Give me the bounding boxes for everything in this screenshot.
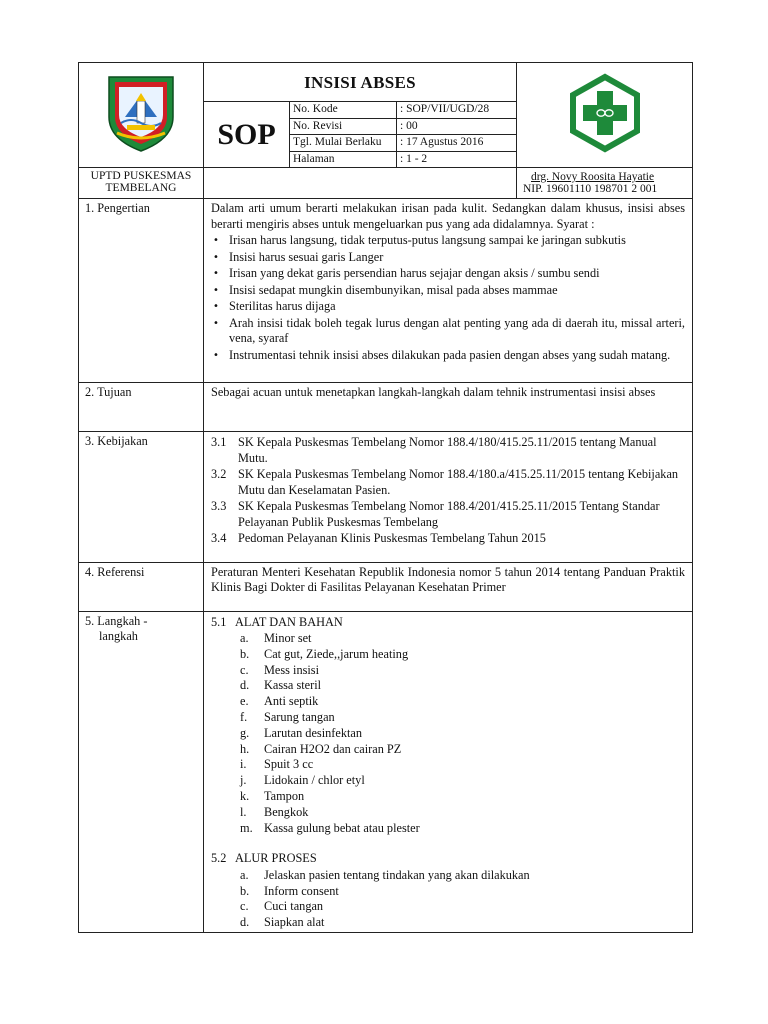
unit-line-2: TEMBELANG xyxy=(105,182,177,194)
alur-proses-list xyxy=(211,868,685,931)
list-text: Cat gut, Ziede,,jarum heating xyxy=(264,646,409,661)
list-letter: h. xyxy=(240,741,250,756)
meta-label: Tgl. Mulai Berlaku xyxy=(290,135,397,152)
step-heading-alur-proses xyxy=(211,851,685,867)
step-heading-alat-bahan xyxy=(211,615,685,631)
list-letter: m. xyxy=(240,820,253,835)
unit-line-1: UPTD PUSKESMAS xyxy=(90,170,192,182)
regional-emblem-icon xyxy=(103,73,179,153)
list-letter: c. xyxy=(240,899,249,914)
list-letter: c. xyxy=(240,662,249,677)
sop-label: SOP xyxy=(204,102,290,168)
list-letter: e. xyxy=(240,694,249,709)
kebijakan-list xyxy=(211,435,685,547)
list-item: • Arah insisi tidak boleh tegak lurus dengan alat penting yang ada di daerah itu, missal arteri, vena, syaraf xyxy=(211,316,685,347)
list-text: Pedoman Pelayanan Klinis Puskesmas Tembelang Tahun 2015 xyxy=(238,531,546,545)
list-letter: d. xyxy=(240,915,250,930)
list-letter: d. xyxy=(240,678,250,693)
meta-label: No. Revisi xyxy=(290,118,397,135)
langkah-label-line-2: langkah xyxy=(99,629,138,643)
list-item xyxy=(211,663,685,679)
section-label-pengertian: 1. Pengertian xyxy=(79,199,204,383)
list-letter: g. xyxy=(240,725,250,740)
spacer xyxy=(211,836,685,850)
list-text: Lidokain / chlor etyl xyxy=(264,773,365,788)
list-text: Larutan desinfektan xyxy=(264,725,362,740)
list-item xyxy=(211,467,685,498)
section-label-kebijakan: 3. Kebijakan xyxy=(79,432,204,563)
list-letter: a. xyxy=(240,631,249,645)
list-text: Siapkan alat xyxy=(264,915,325,930)
list-text: Minor set xyxy=(264,631,312,645)
langkah-label-line-1: 5. Langkah - xyxy=(85,613,148,628)
list-text: Jelaskan pasien tentang tindakan yang akan dilakukan xyxy=(264,867,530,882)
section-content-referensi: Peraturan Menteri Kesehatan Republik Indonesia nomor 5 tahun 2014 tentang Panduan Praktik Klinis Bagi Dokter di Fasilitas Pelayanan Kesehatan Primer xyxy=(204,562,693,611)
list-item: • Sterilitas harus dijaga xyxy=(211,299,685,315)
list-item xyxy=(211,499,685,530)
list-text: Bengkok xyxy=(264,804,309,819)
list-text: SK Kepala Puskesmas Tembelang Nomor 188.4/180/415.25.11/2015 tentang Manual Mutu. xyxy=(238,435,657,465)
list-item: • Irisan yang dekat garis persendian harus sejajar dengan aksis / sumbu sendi xyxy=(211,266,685,282)
pengertian-intro: Dalam arti umum berarti melakukan irisan pada kulit. Sedangkan dalam khusus, insisi abses berarti mengiris abses untuk mengeluarkan pus yang ada didalamnya. Syarat : xyxy=(211,201,685,231)
list-text: Inform consent xyxy=(264,883,339,898)
meta-value: : SOP/VII/UGD/28 xyxy=(397,102,517,118)
list-letter: f. xyxy=(240,709,248,724)
list-item xyxy=(211,742,685,758)
list-number: 3.1 xyxy=(211,435,227,449)
list-text: SK Kepala Puskesmas Tembelang Nomor 188.4/201/415.25.11/2015 Tentang Standar Pelayanan Publik Puskesmas Tembelang xyxy=(238,499,660,529)
list-item: • Insisi harus sesuai garis Langer xyxy=(211,250,685,266)
section-label-langkah xyxy=(79,611,204,933)
list-item xyxy=(211,899,685,915)
left-logo-cell xyxy=(79,63,204,168)
signature-space xyxy=(204,168,517,199)
list-item xyxy=(211,789,685,805)
section-label-referensi: 4. Referensi xyxy=(79,562,204,611)
list-item xyxy=(211,868,685,884)
meta-value: : 17 Agustus 2016 xyxy=(397,135,517,152)
signer-name: drg. Novy Roosita Hayatie xyxy=(531,171,655,183)
list-item xyxy=(211,694,685,710)
meta-table xyxy=(290,102,516,167)
signer-block xyxy=(517,168,693,199)
list-number: 3.3 xyxy=(211,499,227,513)
section-content-pengertian xyxy=(204,199,693,383)
section-content-langkah xyxy=(204,611,693,933)
step-number: 5.1 xyxy=(211,614,227,629)
alat-bahan-list xyxy=(211,631,685,836)
list-letter: l. xyxy=(240,804,247,819)
list-item: • Insisi sedapat mungkin disembunyikan, misal pada abses mammae xyxy=(211,283,685,299)
sop-document-table xyxy=(78,62,693,933)
list-item xyxy=(211,647,685,663)
list-item xyxy=(211,821,685,837)
meta-value: : 00 xyxy=(397,118,517,135)
list-item: • Instrumentasi tehnik insisi abses dilakukan pada pasien dengan abses yang sudah matang. xyxy=(211,348,685,364)
section-content-kebijakan xyxy=(204,432,693,563)
section-content-tujuan: Sebagai acuan untuk menetapkan langkah-langkah dalam tehnik instrumentasi insisi abses xyxy=(204,383,693,432)
list-letter: i. xyxy=(240,757,247,772)
list-item xyxy=(211,884,685,900)
puskesmas-cross-logo-icon xyxy=(565,73,645,153)
list-number: 3.4 xyxy=(211,531,227,545)
list-item xyxy=(211,435,685,466)
list-letter: k. xyxy=(240,788,250,803)
meta-label: No. Kode xyxy=(290,102,397,118)
step-number: 5.2 xyxy=(211,851,227,866)
list-text: Sarung tangan xyxy=(264,709,335,724)
section-label-tujuan: 2. Tujuan xyxy=(79,383,204,432)
list-text: Tampon xyxy=(264,788,305,803)
list-letter: b. xyxy=(240,646,250,661)
list-letter: b. xyxy=(240,883,250,898)
list-letter: j. xyxy=(240,773,247,788)
list-item xyxy=(211,773,685,789)
list-item xyxy=(211,531,685,547)
list-item xyxy=(211,710,685,726)
list-text: Cuci tangan xyxy=(264,899,324,914)
list-text: Spuit 3 cc xyxy=(264,757,314,772)
pengertian-bullet-list xyxy=(211,233,685,363)
meta-value: : 1 - 2 xyxy=(400,152,428,165)
list-item xyxy=(211,805,685,821)
list-text: Kassa steril xyxy=(264,678,322,693)
list-text: Kassa gulung bebat atau plester xyxy=(264,820,420,835)
list-number: 3.2 xyxy=(211,467,227,481)
list-text: Anti septik xyxy=(264,694,319,709)
document-title: INSISI ABSES xyxy=(204,63,517,102)
step-title: ALUR PROSES xyxy=(235,851,317,866)
signer-nip: NIP. 19601110 198701 2 001 xyxy=(523,183,658,195)
list-text: Mess insisi xyxy=(264,662,320,677)
list-item xyxy=(211,915,685,931)
list-item xyxy=(211,757,685,773)
list-item xyxy=(211,726,685,742)
list-text: SK Kepala Puskesmas Tembelang Nomor 188.4/180.a/415.25.11/2015 tentang Kebijakan Mutu dan Keselamatan Pasien. xyxy=(238,467,679,497)
unit-name xyxy=(79,168,204,199)
list-text: Cairan H2O2 dan cairan PZ xyxy=(264,741,402,756)
list-item: • Irisan harus langsung, tidak terputus-putus langsung sampai ke jaringan subkutis xyxy=(211,233,685,249)
step-title: ALAT DAN BAHAN xyxy=(235,614,343,629)
list-item xyxy=(211,631,685,647)
list-item xyxy=(211,678,685,694)
meta-label: Halaman xyxy=(290,151,397,167)
meta-cell xyxy=(290,102,517,168)
right-logo-cell xyxy=(517,63,693,168)
list-letter: a. xyxy=(240,867,249,882)
